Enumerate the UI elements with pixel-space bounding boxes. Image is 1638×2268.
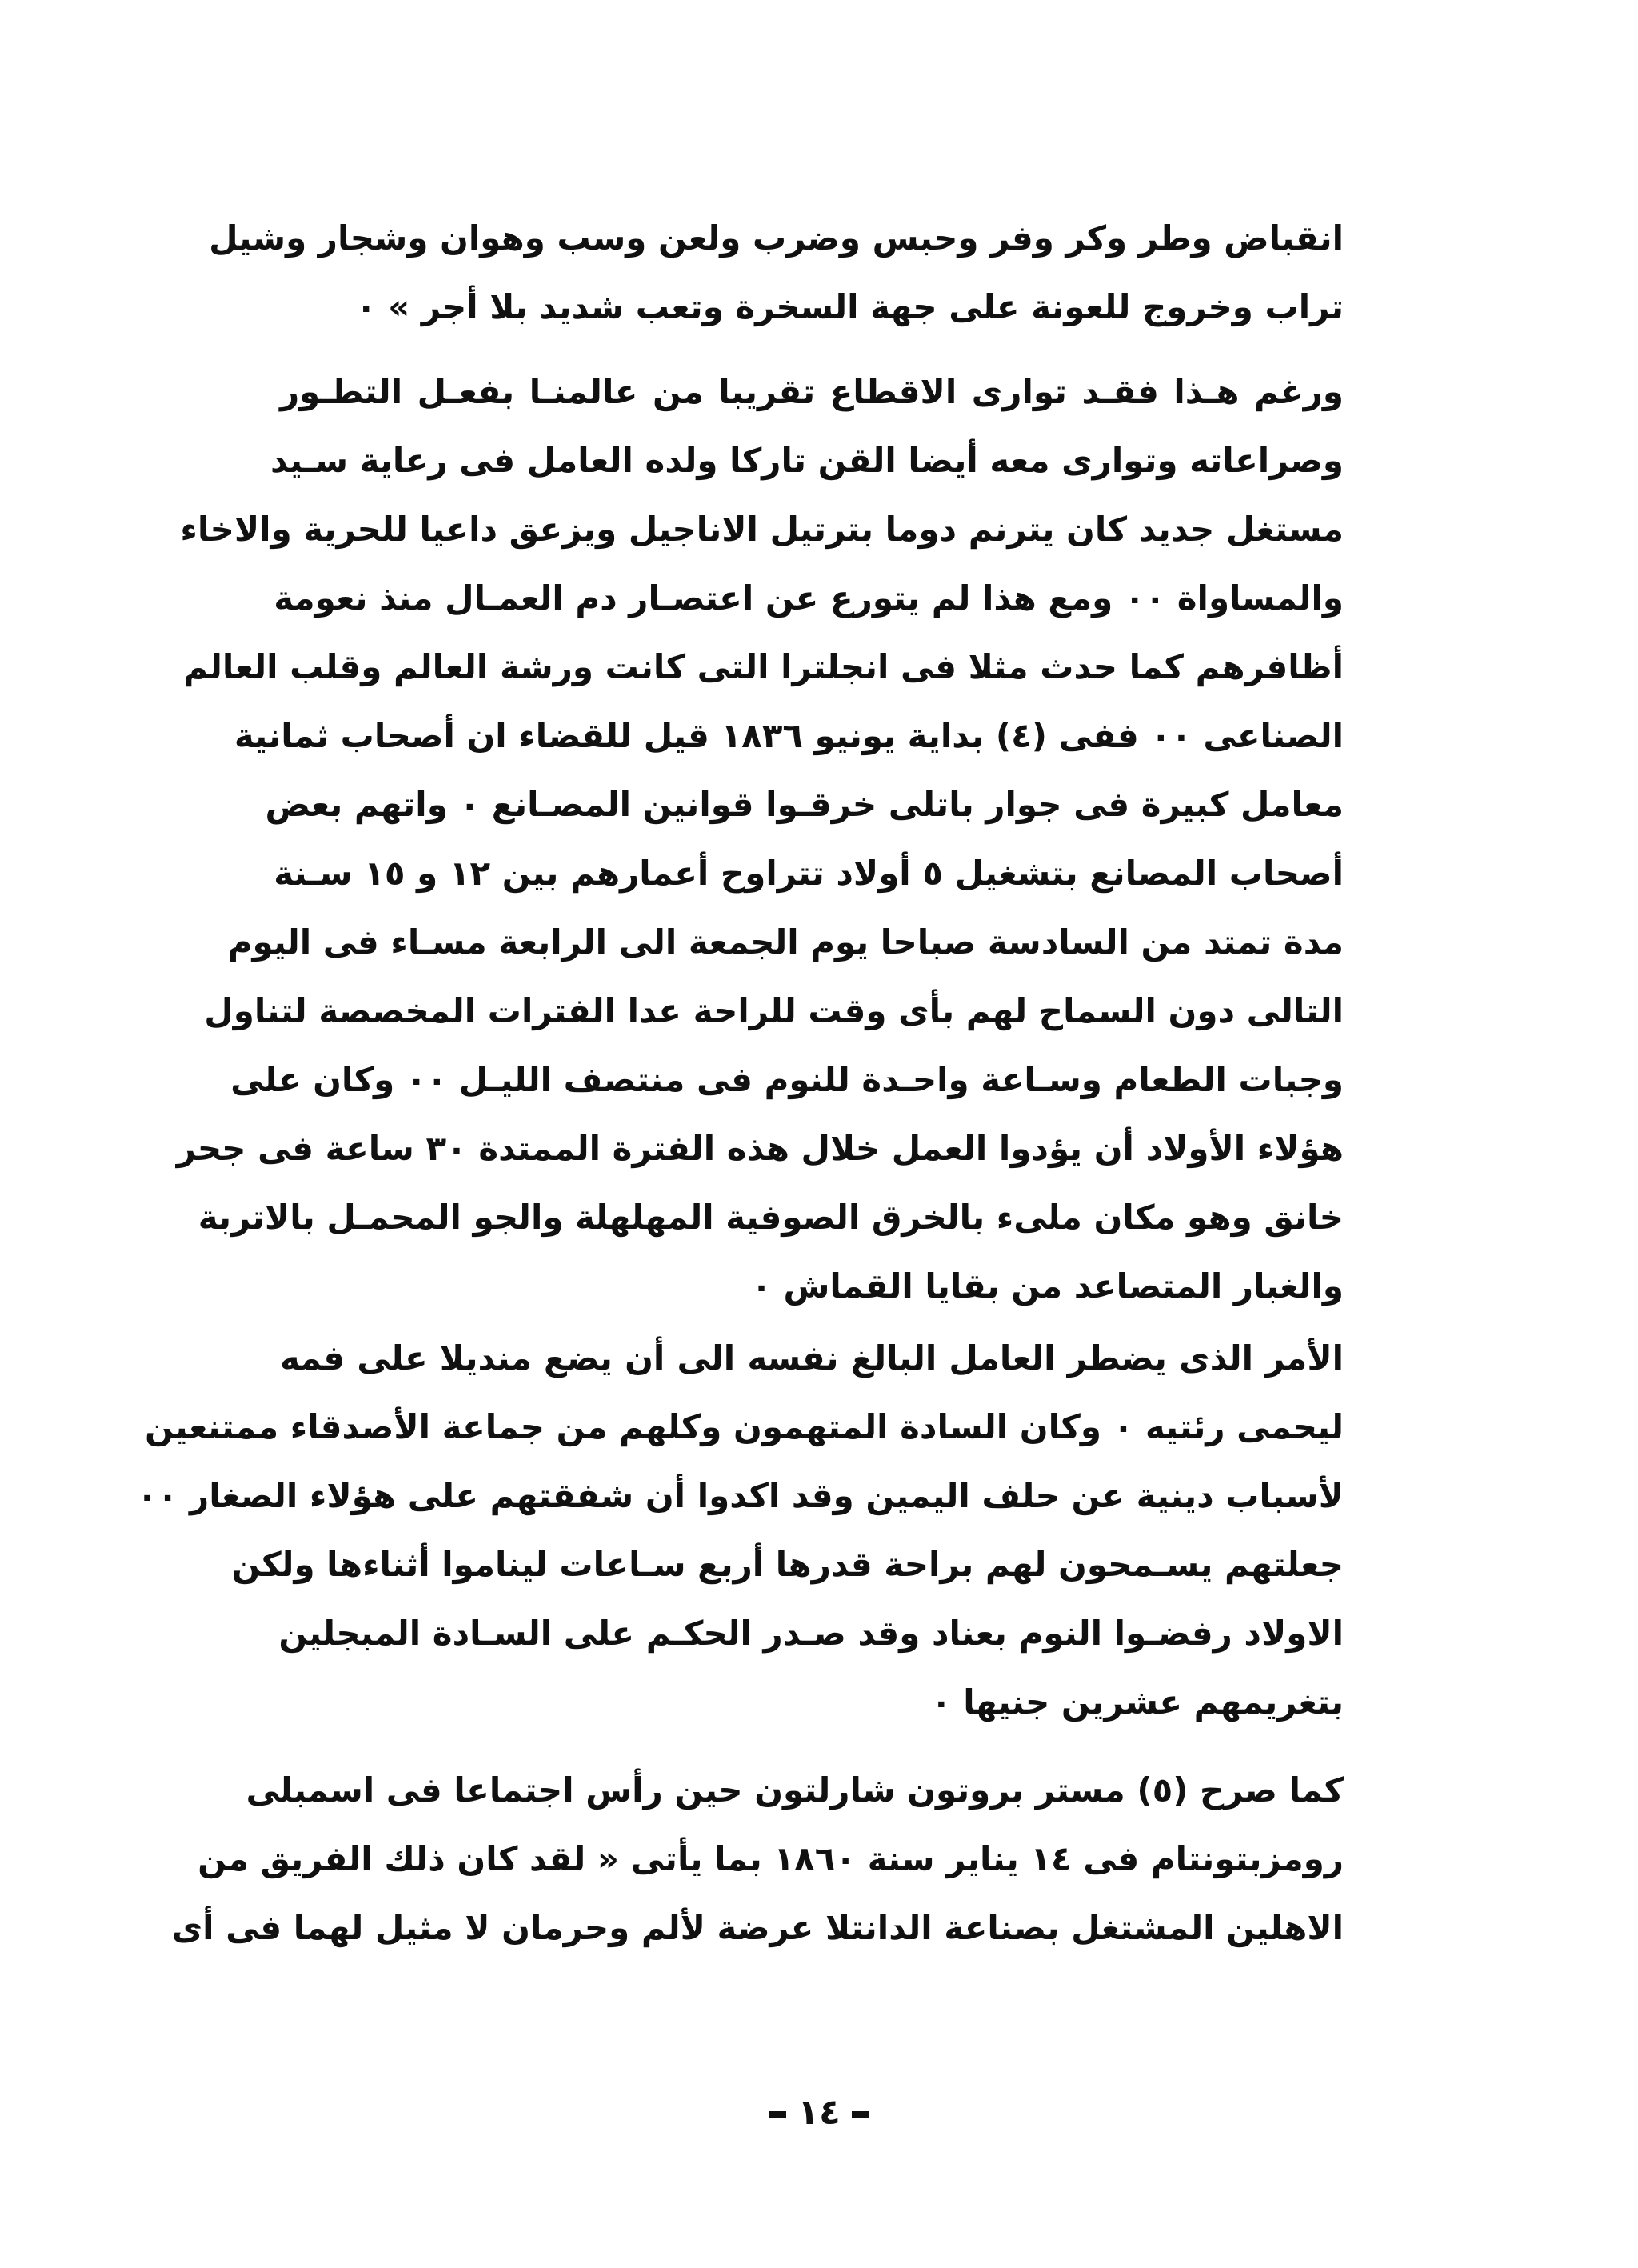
text-line: الاهلين المشتغل بصناعة الدانتلا عرضة لألم وحرمان لا مثيل لهما فى أى (171, 1908, 1344, 1947)
text-line: كما صرح (٥) مستر بروتون شارلتون حين رأس اجتماعا فى اسمبلى (246, 1770, 1344, 1810)
text-line: وصراعاته وتوارى معه أيضا القن تاركا ولده العامل فى رعاية سـيد (270, 441, 1344, 480)
text-line: تراب وخروج للعونة على جهة السخرة وتعب شديد بلا أجر » ٠ (355, 287, 1344, 326)
text-line: لأسباب دينية عن حلف اليمين وقد اكدوا أن شفقتهم على هؤلاء الصغار ٠٠ (137, 1476, 1344, 1515)
text-line: الصناعى ٠٠ ففى (٤) بداية يونيو ١٨٣٦ قيل للقضاء ان أصحاب ثمانية (234, 716, 1344, 755)
text-line: الأمر الذى يضطر العامل البالغ نفسه الى أن يضع منديلا على فمه (280, 1338, 1344, 1378)
text-line: ليحمى رئتيه ٠ وكان السادة المتهمون وكلهم من جماعة الأصدقاء ممتنعين (145, 1407, 1344, 1446)
paragraph-1 (209, 204, 1344, 342)
paragraph-3 (137, 1324, 1344, 1737)
text-line: بتغريمهم عشرين جنيها ٠ (930, 1682, 1344, 1722)
text-line: مدة تمتد من السادسة صباحا يوم الجمعة الى الرابعة مسـاء فى اليوم (227, 922, 1344, 962)
text-line: التالى دون السماح لهم بأى وقت للراحة عدا الفترات المخصصة لتناول (204, 991, 1344, 1030)
text-line: هؤلاء الأولاد أن يؤدوا العمل خلال هذه الفترة الممتدة ٣٠ ساعة فى جحر (176, 1129, 1344, 1168)
text-line: مستغل جديد كان يترنم دوما بترتيل الاناجيل ويزعق داعيا للحرية والاخاء (180, 510, 1344, 549)
paragraph-2 (176, 358, 1344, 1321)
text-line: وجبات الطعام وسـاعة واحـدة للنوم فى منتصف الليـل ٠٠ وكان على (230, 1060, 1344, 1099)
dash-decoration (769, 2111, 786, 2118)
text-line: والغبار المتصاعد من بقايا القماش ٠ (751, 1266, 1344, 1306)
paragraph-4 (171, 1756, 1344, 1962)
text-line: ورغم هـذا فقـد توارى الاقطاع تقريبا من عالمنـا بفعـل التطـور (280, 372, 1344, 411)
dash-decoration (852, 2111, 869, 2118)
text-line: خانق وهو مكان ملىء بالخرق الصوفية المهلهلة والجو المحمـل بالاتربة (198, 1198, 1344, 1237)
text-line: معامل كبيرة فى جوار باتلى خرقـوا قوانين المصـانع ٠ واتهم بعض (265, 785, 1344, 824)
page-number (0, 2092, 1638, 2133)
text-line: والمساواة ٠٠ ومع هذا لم يتورع عن اعتصـار دم العمـال منذ نعومة (274, 578, 1344, 618)
text-line: أظافرهم كما حدث مثلا فى انجلترا التى كانت ورشة العالم وقلب العالم (183, 647, 1344, 686)
text-line: أصحاب المصانع بتشغيل ٥ أولاد تتراوح أعمارهم بين ١٢ و ١٥ سـنة (274, 854, 1344, 893)
text-line: رومزبتونتام فى ١٤ يناير سنة ١٨٦٠ بما يأتى « لقد كان ذلك الفريق من (198, 1839, 1344, 1878)
page-number-text: ١٤ (797, 2092, 841, 2133)
text-line: جعلتهم يسـمحون لهم براحة قدرها أربع سـاعات ليناموا أثناءها ولكن (231, 1545, 1344, 1584)
text-line: انقباض وطر وكر وفر وحبس وضرب ولعن وسب وهوان وشجار وشيل (209, 218, 1344, 258)
text-line: الاولاد رفضـوا النوم بعناد وقد صـدر الحكـم على السـادة المبجلين (278, 1614, 1344, 1653)
